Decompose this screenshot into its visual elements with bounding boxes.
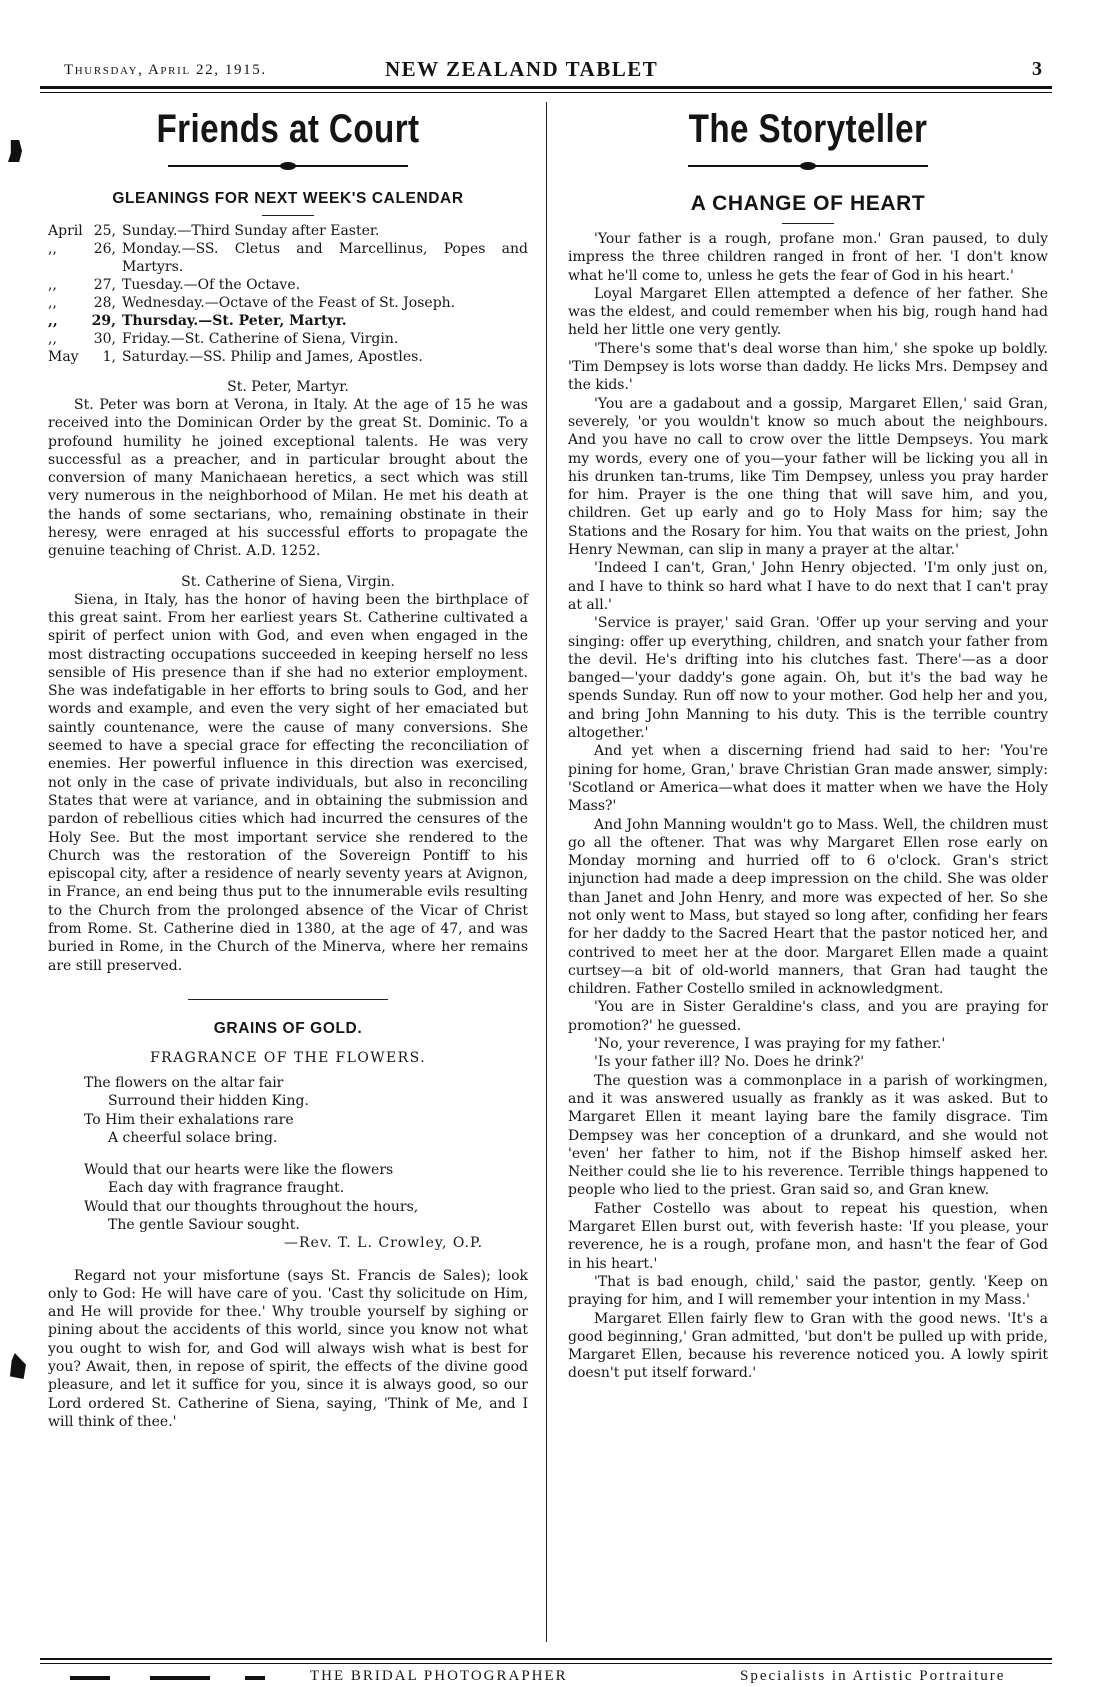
footer-block (245, 1676, 265, 1680)
calendar-text: Friday.—St. Catherine of Siena, Virgin. (122, 331, 399, 347)
calendar-text: Wednesday.—Octave of the Feast of St. Joseph. (122, 295, 456, 311)
footer-rule (40, 1663, 1052, 1664)
poem-line: Surround their hidden King. (108, 1093, 309, 1110)
calendar-day: 1, (102, 349, 116, 365)
saint-heading: St. Catherine of Siena, Virgin. (181, 573, 395, 590)
footer-advert: Specialists in Artistic Portraiture (740, 1668, 1006, 1684)
calendar-day: 28, (93, 295, 116, 311)
story-paragraph: 'You are a gadabout and a gossip, Margaret Ellen,' said Gran, severely, 'or you wouldn't know so much about the neighbours. And you have no call to crow over the little Dempseys. You mark my words, every one of you—your father will be licking you all in his drunken tan-trums, like Tim Dempsey, unless you pray harder for him. Prayer is the one thing that will save him, and you, children. Get up early and go to Holy Mass for him; say the Stations and the Rosary for him. You that waits on the priest, John Henry Newman, can slip in many a prayer at the altar.' (568, 395, 1048, 559)
calendar-entry (48, 348, 528, 366)
calendar-day: 25, (93, 223, 116, 239)
calendar-month: May (48, 349, 79, 365)
department-title: Friends at Court (156, 107, 420, 151)
issue-date: Thursday, April 22, 1915. (64, 62, 267, 78)
calendar-month: ,, (48, 277, 57, 293)
calendar-day: 29, (91, 313, 116, 329)
poem-attribution: —Rev. T. L. Crowley, O.P. (284, 1235, 484, 1252)
saint-biography: Siena, in Italy, has the honor of having been the birthplace of this great saint. From her earliest years St. Catherine cultivated a spirit of perfect union with God, and even when engaged in the most distracting occupations succeeded in keeping herself no less sensible of His presence than if she had no exterior employment. She was indefatigable in her efforts to bring souls to God, and her words and example, and even the very sight of her emaciated but saintly countenance, were the cause of many conversions. She seemed to have a special grace for effecting the reconciliation of enemies. Her powerful influence in this direction was exercised, not only in the case of private individuals, but also in reconciling States that were at variance, and in obtaining the submission and pardon of rebellious cities which had incurred the censures of the Holy See. But the most important service she rendered to the Church was the restoration of the Sovereign Pontiff to his episcopal city, after a residence of nearly seventy years at Avignon, in France, an end being thus put to the innumerable evils resulting to the Church from the prolonged absence of the Vicar of Christ from Rome. St. Catherine died in 1380, at the age of 47, and was buried in Rome, in the Church of the Minerva, where her remains are still preserved. (48, 591, 528, 974)
calendar-entry (48, 222, 528, 240)
header-rule (40, 86, 1052, 89)
footer-rule (40, 1658, 1052, 1660)
story-paragraph: 'There's some that's deal worse than him,' she spoke up boldly. 'Tim Dempsey is lots worse than daddy. He licks Mrs. Dempsey and the kids.' (568, 340, 1048, 394)
saint-heading: St. Peter, Martyr. (227, 379, 349, 395)
story-paragraph: 'You are in Sister Geraldine's class, and you are praying for promotion?' he guessed. (568, 999, 1048, 1034)
stanza-gap (84, 1147, 528, 1161)
story-paragraph: And yet when a discerning friend had said to her: 'You're pining for home, Gran,' brave Christian Gran made answer, simply: 'Scotland or America—what does it matter when we have the Holy Mass?' (568, 743, 1048, 815)
calendar-text: Thursday.—St. Peter, Martyr. (122, 313, 347, 329)
calendar-month: ,, (48, 241, 57, 257)
column-divider (546, 102, 547, 1642)
calendar-day: 30, (93, 331, 116, 347)
right-column (568, 104, 1048, 1383)
story-paragraph: 'Your father is a rough, profane mon.' Gran paused, to duly impress the three children ranged in front of her. 'I don't know what he'll come to, unless he gets the fear of God in his heart.' (568, 231, 1048, 284)
calendar-entry (48, 294, 528, 312)
title-ornament (168, 162, 408, 170)
calendar-text: Tuesday.—Of the Octave. (122, 277, 301, 293)
story-paragraph: Margaret Ellen fairly flew to Gran with the good news. 'It's a good beginning,' Gran admitted, 'but don't be pulled up with pride, Margaret Ellen, because his reverence noticed you. A lowly spirit doesn't put itself forward.' (568, 1310, 1048, 1382)
poem-title: FRAGRANCE OF THE FLOWERS. (150, 1049, 426, 1066)
poem-line: The flowers on the altar fair (84, 1074, 284, 1091)
closing-paragraph: Regard not your misfortune (says St. Francis de Sales); look only to God: He will have care of you. 'Cast thy solicitude on Him, and He will provide for thee.' Why trouble yourself by sighing or pining about the accidents of this world, since you know not what you ought to wish for, and God will always wish what is best for you? Await, then, in repose of spirit, the effects of the divine good pleasure, and let it suffice for you, since it is always good, so our Lord ordered St. Catherine of Siena, saying, 'Think of Me, and I will think of thee.' (48, 1267, 528, 1430)
section-heading: GLEANINGS FOR NEXT WEEK'S CALENDAR (112, 190, 464, 207)
story-paragraph: 'No, your reverence, I was praying for my father.' (594, 1036, 946, 1053)
masthead (40, 55, 1052, 87)
story-paragraph: Loyal Margaret Ellen attempted a defence of her father. She was the eldest, and could remember when his big, rough hand had held her little one very gently. (568, 285, 1048, 339)
poem-line: Would that our hearts were like the flowers (84, 1162, 394, 1179)
poem-line: A cheerful solace bring. (108, 1129, 278, 1146)
story-title: A CHANGE OF HEART (690, 192, 926, 215)
department-title: The Storyteller (688, 107, 928, 151)
calendar-entry (48, 276, 528, 294)
poem-line: The gentle Saviour sought. (108, 1216, 300, 1233)
title-ornament (688, 162, 928, 170)
story-paragraph: 'Service is prayer,' said Gran. 'Offer up your serving and your singing: offer up everything, children, and snatch your father from the devil. He's drifting into his clutches fast. There'—as a door banged—'your daddy's gone again. Oh, but it's the bad way he spends Sunday. Run off now to your mother. God help her and you, and bring John Manning to his duty. This is the terrible country altogether.' (568, 615, 1048, 742)
calendar-day: 27, (93, 277, 116, 293)
short-rule (782, 223, 834, 224)
calendar-entry (48, 312, 528, 330)
story-paragraph: 'That is bad enough, child,' said the pastor, gently. 'Keep on praying for him, and I will remember your intention in my Mass.' (568, 1273, 1048, 1309)
story-paragraph: And John Manning wouldn't go to Mass. Well, the children must go all the oftener. That was why Margaret Ellen rose early on Monday morning and hurried off to 6 o'clock. Gran's strict injunction had made a deep impression on the child. She was older than Janet and John Henry, and more was expected of her. So she not only went to Mass, but stayed so long after, confiding her fears for her daddy to the Sacred Heart that the pastor noticed her, and contrived to meet her at the door. Margaret Ellen made a quaint curtsey—a bit of old-world manners, that Gran had taught the children. Father Costello smiled in acknowledgment. (568, 816, 1048, 998)
story-paragraph: 'Is your father ill? No. Does he drink?' (594, 1054, 865, 1071)
header-rule (40, 92, 1052, 93)
saint-biography: St. Peter was born at Verona, in Italy. At the age of 15 he was received into the Dominican Order by the great St. Dominic. To a profound humility he joined exceptional talents. He was very successful as a preacher, and in particular brought about the conversion of many Manichaean heretics, a sect which was still very numerous in the neighborhood of Milan. He met his death at the hands of some sectarians, who, remaining obstinate in their heresy, were enraged at his successful efforts to propagate the genuine teaching of Christ. A.D. 1252. (48, 397, 528, 560)
paper-title: NEW ZEALAND TABLET (385, 57, 659, 81)
short-rule (262, 215, 314, 216)
section-heading: GRAINS OF GOLD. (213, 1019, 363, 1037)
story-paragraph: 'Indeed I can't, Gran,' John Henry objected. 'I'm only just on, and I have to think so hard what I have to do next that I can't pray at all.' (568, 560, 1048, 613)
poem-line: Each day with fragrance fraught. (108, 1180, 345, 1197)
story-paragraph: Father Costello was about to repeat his question, when Margaret Ellen burst out, with feverish haste: 'If you please, your reverence, he is a rough, profane mon, and hasn't the fear of God in his heart.' (568, 1200, 1048, 1272)
page-number: 3 (1032, 58, 1042, 80)
calendar-text: Monday.—SS. Cletus and Marcellinus, Popes and Martyrs. (122, 241, 528, 275)
poem-line: Would that our thoughts throughout the hours, (84, 1198, 419, 1215)
calendar-list (48, 222, 528, 366)
poem-line: To Him their exhalations rare (84, 1111, 294, 1128)
footer-block (70, 1676, 110, 1680)
footer-advert-strip (0, 1667, 1114, 1687)
calendar-entry (48, 330, 528, 348)
calendar-text: Sunday.—Third Sunday after Easter. (122, 223, 380, 239)
calendar-text: Saturday.—SS. Philip and James, Apostles. (122, 349, 423, 365)
poem (48, 1074, 528, 1253)
footer-block (150, 1676, 210, 1680)
left-column (48, 104, 528, 1431)
footer-advert: THE BRIDAL PHOTOGRAPHER (310, 1668, 568, 1684)
section-rule (188, 999, 388, 1000)
calendar-month: ,, (48, 313, 58, 329)
story-paragraph: The question was a commonplace in a parish of workingmen, and it was answered usually as frankly as it was asked. But to Margaret Ellen it meant laying bare the family disgrace. Tim Dempsey was her conception of a drunkard, and she would not 'even' her father to him, not if the Bishop himself asked her. Neither could she lie to his reverence. Terrible things happened to people who lied to the priest. Gran said so, and Gran knew. (568, 1072, 1048, 1199)
calendar-month: ,, (48, 295, 57, 311)
margin-mark (10, 1353, 26, 1379)
calendar-day: 26, (93, 241, 116, 257)
margin-mark (8, 140, 22, 162)
calendar-entry (48, 240, 528, 276)
calendar-month: ,, (48, 331, 57, 347)
calendar-month: April (48, 223, 83, 239)
